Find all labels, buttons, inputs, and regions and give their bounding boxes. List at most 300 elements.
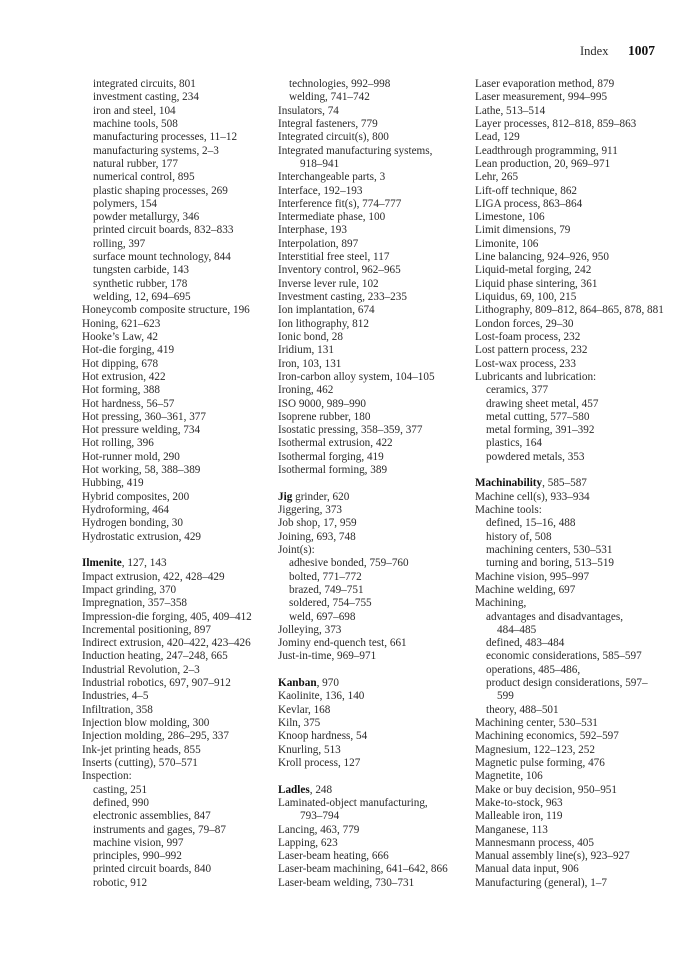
index-entry <box>278 185 468 198</box>
entry-text: Lathe, 513–514 <box>475 104 546 117</box>
entry-text: Hot extrusion, 422 <box>82 370 166 383</box>
index-subentry <box>475 451 690 464</box>
letter-group-gap <box>278 477 468 490</box>
index-entry <box>278 344 468 357</box>
index-subentry <box>82 291 272 304</box>
index-entry <box>278 797 468 810</box>
entry-text: Machine vision, 995–997 <box>475 570 590 583</box>
entry-text: Hot forming, 388 <box>82 384 160 397</box>
entry-text: turning and boring, 513–519 <box>486 557 615 570</box>
index-entry <box>82 464 272 477</box>
entry-text: Lead, 129 <box>475 131 520 144</box>
index-entry <box>278 757 468 770</box>
entry-text: Liquid phase sintering, 361 <box>475 277 598 290</box>
entry-text: powder metallurgy, 346 <box>93 211 200 224</box>
entry-text: Just-in-time, 969–971 <box>278 650 377 663</box>
entry-text: Lost-foam process, 232 <box>475 330 581 343</box>
entry-text: tungsten carbide, 143 <box>93 264 190 277</box>
index-subentry <box>278 597 468 610</box>
entry-text: theory, 488–501 <box>486 703 559 716</box>
index-subentry <box>82 145 272 158</box>
entry-text: Indirect extrusion, 420–422, 423–426 <box>82 637 251 650</box>
index-subentry <box>82 824 272 837</box>
index-entry <box>278 398 468 411</box>
index-entry <box>278 837 468 850</box>
entry-text: Interchangeable parts, 3 <box>278 171 386 184</box>
index-entry <box>475 344 690 357</box>
entry-text: Lithography, 809–812, 864–865, 878, 881 <box>475 304 664 317</box>
index-subentry <box>278 810 468 823</box>
index-entry <box>82 584 272 597</box>
entry-text: Machining center, 530–531 <box>475 717 598 729</box>
entry-text: adhesive bonded, 759–760 <box>289 557 409 570</box>
running-header <box>0 44 700 64</box>
index-entry <box>82 744 272 757</box>
letter-group-first-term: Machinability <box>475 477 543 490</box>
index-entry <box>475 158 690 171</box>
index-entry <box>475 264 690 277</box>
entry-text: integrated circuits, 801 <box>93 78 196 90</box>
index-entry <box>475 597 690 610</box>
index-entry <box>278 105 468 118</box>
entry-text: Hooke’s Law, 42 <box>82 330 159 343</box>
index-subentry <box>82 278 272 291</box>
entry-text: , 248 <box>309 783 333 796</box>
index-entry <box>475 477 690 490</box>
entry-text: defined, 483–484 <box>486 637 565 650</box>
entry-text: Liquidus, 69, 100, 215 <box>475 291 577 303</box>
index-entry <box>475 251 690 264</box>
index-entry <box>82 704 272 717</box>
index-entry <box>475 118 690 131</box>
index-entry <box>475 331 690 344</box>
entry-text: Isothermal extrusion, 422 <box>278 437 393 450</box>
index-entry <box>475 304 690 317</box>
entry-text: investment casting, 234 <box>93 91 199 104</box>
index-entry <box>278 198 468 211</box>
letter-group-first-term: Jig <box>278 490 293 503</box>
entry-text: Inventory control, 962–965 <box>278 264 401 277</box>
entry-text: Hot working, 58, 388–389 <box>82 464 201 477</box>
index-subentry <box>475 384 690 397</box>
entry-text: Kevlar, 168 <box>278 703 331 716</box>
index-subentry <box>82 877 272 890</box>
index-entry <box>82 504 272 517</box>
index-subentry <box>82 251 272 264</box>
index-entry <box>278 291 468 304</box>
entry-text: Limestone, 106 <box>475 211 545 224</box>
index-entry <box>278 863 468 876</box>
index-column-2 <box>278 78 468 890</box>
index-entry <box>278 850 468 863</box>
index-entry <box>82 318 272 331</box>
entry-text: Magnetic pulse forming, 476 <box>475 756 605 769</box>
index-subentry <box>475 398 690 411</box>
entry-text: Impact extrusion, 422, 428–429 <box>82 570 225 583</box>
index-subentry <box>82 224 272 237</box>
entry-text: Isothermal forging, 419 <box>278 450 384 463</box>
entry-text: Interstitial free steel, 117 <box>278 251 390 264</box>
index-entry <box>475 810 690 823</box>
entry-text: Hubbing, 419 <box>82 477 144 490</box>
index-entry <box>278 411 468 424</box>
entry-text: Limonite, 106 <box>475 237 539 250</box>
index-entry <box>475 877 690 890</box>
index-subentry <box>475 637 690 650</box>
index-entry <box>475 278 690 291</box>
entry-text: Hot rolling, 396 <box>82 437 154 450</box>
index-entry <box>82 384 272 397</box>
entry-text: Induction heating, 247–248, 665 <box>82 650 228 663</box>
index-entry <box>278 717 468 730</box>
entry-text: Injection blow molding, 300 <box>82 717 210 729</box>
entry-text: electronic assemblies, 847 <box>93 810 211 823</box>
entry-text: Magnetite, 106 <box>475 770 543 783</box>
index-entry <box>475 224 690 237</box>
entry-text: iron and steel, 104 <box>93 104 176 117</box>
index-subentry <box>82 118 272 131</box>
index-entry <box>82 757 272 770</box>
index-entry <box>82 398 272 411</box>
entry-text: Iridium, 131 <box>278 344 334 357</box>
entry-text: Manganese, 113 <box>475 823 548 836</box>
entry-text: plastics, 164 <box>486 437 542 450</box>
index-entry <box>278 517 468 530</box>
entry-text: Impregnation, 357–358 <box>82 597 188 610</box>
index-entry <box>278 637 468 650</box>
letter-group-gap <box>278 770 468 783</box>
entry-text: Incremental positioning, 897 <box>82 623 211 636</box>
entry-text: Hot-runner mold, 290 <box>82 450 180 463</box>
index-entry <box>82 517 272 530</box>
entry-text: Iron, 103, 131 <box>278 357 342 370</box>
index-entry <box>475 584 690 597</box>
entry-text: Integrated circuit(s), 800 <box>278 131 389 144</box>
index-entry <box>82 304 272 317</box>
index-entry <box>278 358 468 371</box>
entry-text: Mannesmann process, 405 <box>475 836 594 849</box>
entry-text: Honing, 621–623 <box>82 317 161 330</box>
entry-text: soldered, 754–755 <box>289 597 372 610</box>
index-entry <box>82 650 272 663</box>
entry-text: Intermediate phase, 100 <box>278 211 386 224</box>
entry-text: Joining, 693, 748 <box>278 530 356 543</box>
entry-text: 793–794 <box>300 810 340 823</box>
entry-text: Interference fit(s), 774–777 <box>278 197 402 210</box>
entry-text: Lean production, 20, 969–971 <box>475 157 611 170</box>
entry-text: Machining economics, 592–597 <box>475 730 619 743</box>
entry-text: Hot dipping, 678 <box>82 357 159 370</box>
index-entry <box>278 118 468 131</box>
index-subentry <box>82 105 272 118</box>
entry-text: manufacturing systems, 2–3 <box>93 144 219 157</box>
entry-text: operations, 485–486, <box>486 663 581 676</box>
index-entry <box>82 571 272 584</box>
index-subentry <box>475 544 690 557</box>
entry-text: Lift-off technique, 862 <box>475 184 578 197</box>
index-entry <box>278 371 468 384</box>
entry-text: Kaolinite, 136, 140 <box>278 690 365 703</box>
entry-text: Laser-beam heating, 666 <box>278 850 389 863</box>
index-entry <box>82 437 272 450</box>
entry-text: Ink-jet printing heads, 855 <box>82 743 201 756</box>
index-subentry <box>278 91 468 104</box>
index-entry <box>278 264 468 277</box>
entry-text: rolling, 397 <box>93 237 146 250</box>
index-entry <box>82 597 272 610</box>
entry-text: product design considerations, 597– <box>486 677 648 690</box>
index-entry <box>82 491 272 504</box>
entry-text: metal forming, 391–392 <box>486 424 595 437</box>
index-entry <box>278 304 468 317</box>
entry-text: Hydrostatic extrusion, 429 <box>82 530 202 543</box>
index-subentry <box>475 664 690 677</box>
index-entry <box>82 411 272 424</box>
index-entry <box>82 611 272 624</box>
entry-text: Machine tools: <box>475 504 542 516</box>
entry-text: Lancing, 463, 779 <box>278 823 360 836</box>
index-entry <box>278 877 468 890</box>
index-entry <box>82 477 272 490</box>
entry-text: Jolleying, 373 <box>278 623 342 636</box>
entry-text: Inserts (cutting), 570–571 <box>82 756 198 769</box>
entry-text: Laser measurement, 994–995 <box>475 91 608 104</box>
entry-text: Industrial Revolution, 2–3 <box>82 663 200 676</box>
entry-text: brazed, 749–751 <box>289 583 364 596</box>
index-entry <box>82 690 272 703</box>
entry-text: plastic shaping processes, 269 <box>93 184 228 197</box>
index-subentry <box>278 557 468 570</box>
entry-text: Job shop, 17, 959 <box>278 517 357 530</box>
entry-text: Kroll process, 127 <box>278 756 361 769</box>
entry-text: Joint(s): <box>278 543 315 556</box>
entry-text: Make-to-stock, 963 <box>475 796 563 809</box>
index-column-1 <box>82 78 272 890</box>
entry-text: Impression-die forging, 405, 409–412 <box>82 610 252 623</box>
index-entry <box>82 358 272 371</box>
index-entry <box>278 464 468 477</box>
index-entry <box>475 717 690 730</box>
index-entry <box>475 571 690 584</box>
entry-text: numerical control, 895 <box>93 171 195 184</box>
index-subentry <box>82 131 272 144</box>
entry-text: Manual assembly line(s), 923–927 <box>475 850 630 863</box>
entry-text: Hydrogen bonding, 30 <box>82 517 183 530</box>
entry-text: robotic, 912 <box>93 876 148 889</box>
entry-text: Lubricants and lubrication: <box>475 370 597 383</box>
index-entry <box>475 171 690 184</box>
entry-text: Machine cell(s), 933–934 <box>475 490 590 503</box>
index-subentry <box>475 624 690 637</box>
index-entry <box>475 797 690 810</box>
index-entry <box>82 331 272 344</box>
index-subentry <box>82 171 272 184</box>
index-entry <box>278 424 468 437</box>
index-entry <box>475 850 690 863</box>
entry-text: Inspection: <box>82 770 132 783</box>
index-subentry <box>82 158 272 171</box>
entry-text: Machining, <box>475 597 527 610</box>
letter-group-first-term: Ilmenite <box>82 557 122 570</box>
index-entry <box>278 690 468 703</box>
entry-text: ceramics, 377 <box>486 384 549 397</box>
index-entry <box>278 251 468 264</box>
entry-text: Jiggering, 373 <box>278 504 343 516</box>
index-subentry <box>82 264 272 277</box>
entry-text: Make or buy decision, 950–951 <box>475 783 617 796</box>
index-entry <box>82 371 272 384</box>
index-entry <box>475 770 690 783</box>
entry-text: Leadthrough programming, 911 <box>475 144 618 157</box>
index-entry <box>278 331 468 344</box>
entry-text: , 127, 143 <box>121 557 167 570</box>
entry-text: synthetic rubber, 178 <box>93 277 188 290</box>
entry-text: Limit dimensions, 79 <box>475 224 571 237</box>
entry-text: manufacturing processes, 11–12 <box>93 131 238 144</box>
index-subentry <box>278 78 468 91</box>
entry-text: advantages and disadvantages, <box>486 610 623 623</box>
entry-text: Kiln, 375 <box>278 717 321 729</box>
entry-text: Industries, 4–5 <box>82 690 149 703</box>
index-entry <box>278 278 468 291</box>
entry-text: Integral fasteners, 779 <box>278 117 378 130</box>
entry-text: Hybrid composites, 200 <box>82 490 190 503</box>
index-subentry <box>82 784 272 797</box>
index-entry <box>475 358 690 371</box>
index-subentry <box>82 238 272 251</box>
index-subentry <box>475 557 690 570</box>
entry-text: Machine welding, 697 <box>475 583 576 596</box>
entry-text: Knurling, 513 <box>278 743 341 756</box>
entry-text: Laser-beam welding, 730–731 <box>278 876 415 889</box>
index-subentry <box>475 704 690 717</box>
entry-text: Isostatic pressing, 358–359, 377 <box>278 424 423 437</box>
entry-text: LIGA process, 863–864 <box>475 197 583 210</box>
page-number: 1007 <box>628 43 655 58</box>
index-entry <box>278 784 468 797</box>
entry-text: , 585–587 <box>542 477 587 490</box>
index-entry <box>475 837 690 850</box>
entry-text: Integrated manufacturing systems, <box>278 144 433 157</box>
index-entry <box>475 744 690 757</box>
entry-text: Manufacturing (general), 1–7 <box>475 876 608 889</box>
entry-text: Line balancing, 924–926, 950 <box>475 251 609 264</box>
entry-text: ISO 9000, 989–990 <box>278 397 366 410</box>
entry-text: natural rubber, 177 <box>93 157 178 170</box>
entry-text: Isoprene rubber, 180 <box>278 410 371 423</box>
entry-text: Liquid-metal forging, 242 <box>475 264 592 277</box>
index-entry <box>278 491 468 504</box>
index-entry <box>82 531 272 544</box>
index-entry <box>475 198 690 211</box>
index-entry <box>475 491 690 504</box>
entry-text: Hydroforming, 464 <box>82 504 170 516</box>
entry-text: technologies, 992–998 <box>289 78 391 90</box>
index-entry <box>278 131 468 144</box>
entry-text: Hot-die forging, 419 <box>82 344 175 357</box>
index-entry <box>278 451 468 464</box>
index-entry <box>82 637 272 650</box>
entry-text: Lapping, 623 <box>278 836 338 849</box>
index-subentry <box>475 690 690 703</box>
index-entry <box>475 78 690 91</box>
letter-group-gap <box>475 464 690 477</box>
index-entry <box>475 131 690 144</box>
entry-text: Hot hardness, 56–57 <box>82 397 175 410</box>
entry-text: Industrial robotics, 697, 907–912 <box>82 677 231 690</box>
index-entry <box>82 770 272 783</box>
index-entry <box>82 664 272 677</box>
index-subentry <box>278 158 468 171</box>
entry-text: powdered metals, 353 <box>486 450 585 463</box>
index-subentry <box>278 611 468 624</box>
entry-text: printed circuit boards, 832–833 <box>93 224 234 237</box>
index-subentry <box>475 424 690 437</box>
index-entry <box>475 863 690 876</box>
index-subentry <box>278 584 468 597</box>
entry-text: Malleable iron, 119 <box>475 810 563 823</box>
index-entry <box>475 145 690 158</box>
index-subentry <box>475 411 690 424</box>
index-subentry <box>475 531 690 544</box>
index-entry <box>475 238 690 251</box>
index-entry <box>82 677 272 690</box>
entry-text: casting, 251 <box>93 783 148 796</box>
entry-text: Infiltration, 358 <box>82 703 153 716</box>
index-subentry <box>82 78 272 91</box>
entry-text: Hot pressure welding, 734 <box>82 424 201 437</box>
index-entry <box>82 717 272 730</box>
entry-text: Laser-beam machining, 641–642, 866 <box>278 863 448 876</box>
index-subentry <box>475 611 690 624</box>
index-entry <box>278 384 468 397</box>
entry-text: economic considerations, 585–597 <box>486 650 642 663</box>
entry-text: Impact grinding, 370 <box>82 583 177 596</box>
entry-text: 484–485 <box>497 623 537 636</box>
entry-text: polymers, 154 <box>93 197 158 210</box>
entry-text: surface mount technology, 844 <box>93 251 231 264</box>
index-subentry <box>475 437 690 450</box>
entry-text: 918–941 <box>300 157 340 170</box>
index-entry <box>475 504 690 517</box>
index-entry <box>82 451 272 464</box>
entry-text: defined, 990 <box>93 796 149 809</box>
entry-text: machine vision, 997 <box>93 836 184 849</box>
entry-text: Ion implantation, 674 <box>278 304 375 317</box>
entry-text: instruments and gages, 79–87 <box>93 823 226 836</box>
entry-text: metal cutting, 577–580 <box>486 410 590 423</box>
index-entry <box>278 504 468 517</box>
letter-group-gap <box>82 544 272 557</box>
entry-text: welding, 741–742 <box>289 91 370 104</box>
entry-text: principles, 990–992 <box>93 850 182 863</box>
index-entry <box>278 744 468 757</box>
entry-text: machining centers, 530–531 <box>486 543 613 556</box>
entry-text: bolted, 771–772 <box>289 570 362 583</box>
index-entry <box>278 730 468 743</box>
entry-text: Laminated-object manufacturing, <box>278 796 428 809</box>
entry-text: 599 <box>497 690 514 703</box>
entry-text: Ion lithography, 812 <box>278 317 369 330</box>
index-entry <box>278 145 468 158</box>
index-entry <box>278 824 468 837</box>
index-subentry <box>475 650 690 663</box>
index-subentry <box>82 850 272 863</box>
letter-group-first-term: Ladles <box>278 783 310 796</box>
index-subentry <box>82 185 272 198</box>
index-entry <box>475 105 690 118</box>
entry-text: Magnesium, 122–123, 252 <box>475 743 595 756</box>
